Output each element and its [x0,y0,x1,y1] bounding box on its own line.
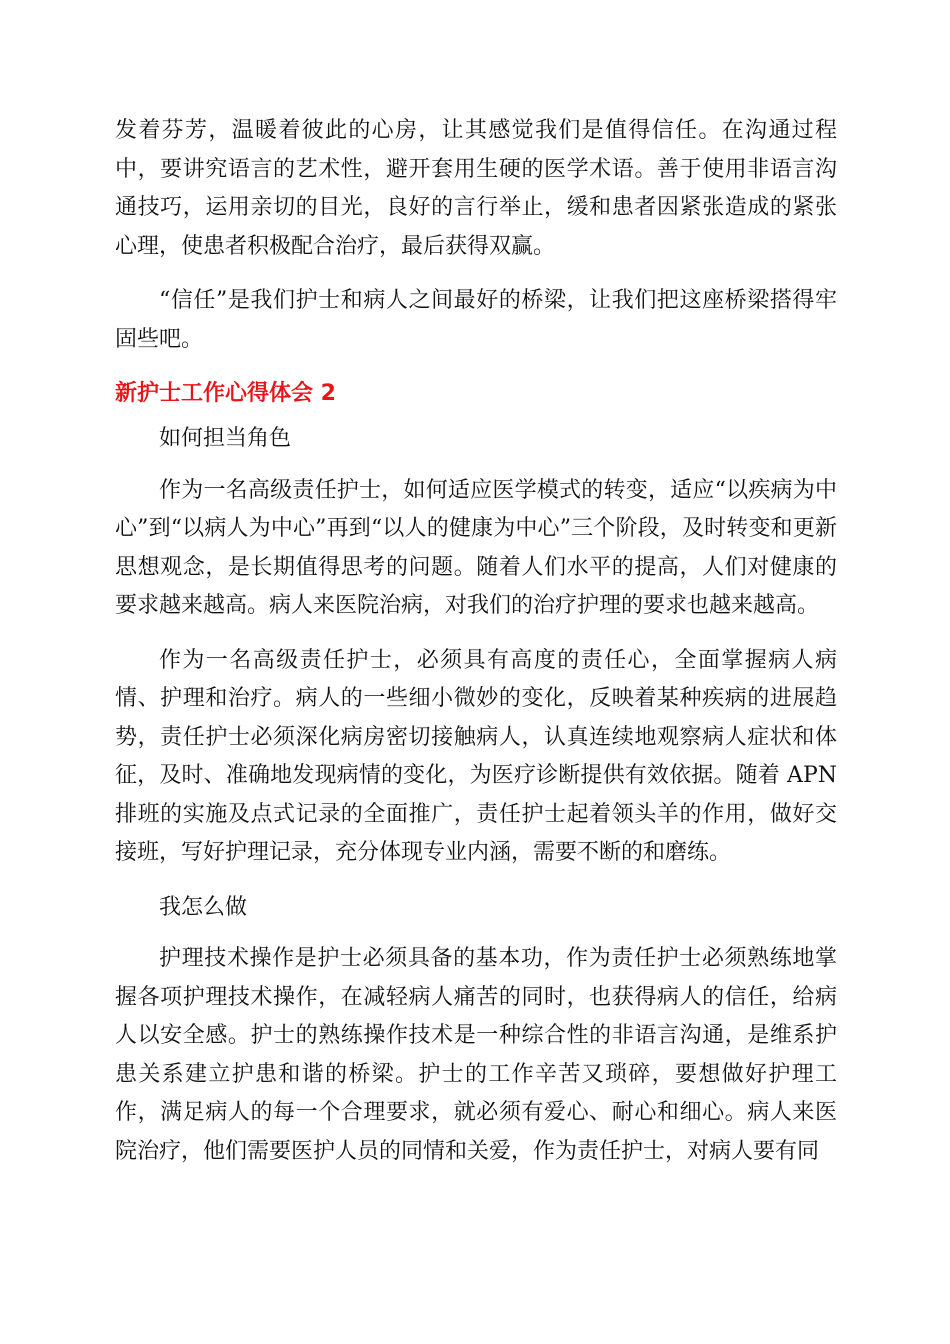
section-heading: 新护士工作心得体会 2 [115,381,336,406]
subheading-role: 如何担当角色 [159,426,292,451]
subheading-how: 我怎么做 [159,894,248,920]
document-body [115,112,837,1187]
paragraph-how-1: 护理技术操作是护士必须具备的基本功，作为责任护士必须熟练地掌握各项护理技术操作，在减轻病人痛苦的同时，也获得病人的信任，给病人以安全感。护士的熟练操作技术是一种综合性的非语言沟通，是维系护患关系建立护患和谐的桥梁。护士的工作辛苦又琐碎，要想做好护理工作，满足病人的每一个合理要求，就必须有爱心、耐心和细心。病人来医院治疗，他们需要医护人员的同情和关爱，作为责任护士，对病人要有同 [115,946,837,1164]
paragraph-role-2: 作为一名高级责任护士，必须具有高度的责任心，全面掌握病人病情、护理和治疗。病人的一些细小微妙的变化，反映着某种疾病的进展趋势，责任护士必须深化病房密切接触病人，认真连续地观察病人症状和体征，及时、准确地发现病情的变化，为医疗诊断提供有效依据。随着 APN 排班的实施及点式记录的全面推广，责任护士起着领头羊的作用，做好交接班，写好护理记录，充分体现专业内涵，需要不断的和磨练。 [115,647,837,865]
paragraph-continued: 发着芬芳，温暖着彼此的心房，让其感觉我们是值得信任。在沟通过程中，要讲究语言的艺术性，避开套用生硬的医学术语。善于使用非语言沟通技巧，运用亲切的目光，良好的言行举止，缓和患者因紧张造成的紧张心理，使患者积极配合治疗，最后获得双赢。 [115,118,837,259]
paragraph-trust-bridge: “信任”是我们护士和病人之间最好的桥梁，让我们把这座桥梁搭得牢固些吧。 [115,288,837,352]
paragraph-role-1: 作为一名高级责任护士，如何适应医学模式的转变，适应“以疾病为中心”到“以病人为中心”再到“以人的健康为中心”三个阶段，及时转变和更新思想观念，是长期值得思考的问题。随着人们水平的提高，人们对健康的要求越来越高。病人来医院治病，对我们的治疗护理的要求也越来越高。 [115,477,837,618]
